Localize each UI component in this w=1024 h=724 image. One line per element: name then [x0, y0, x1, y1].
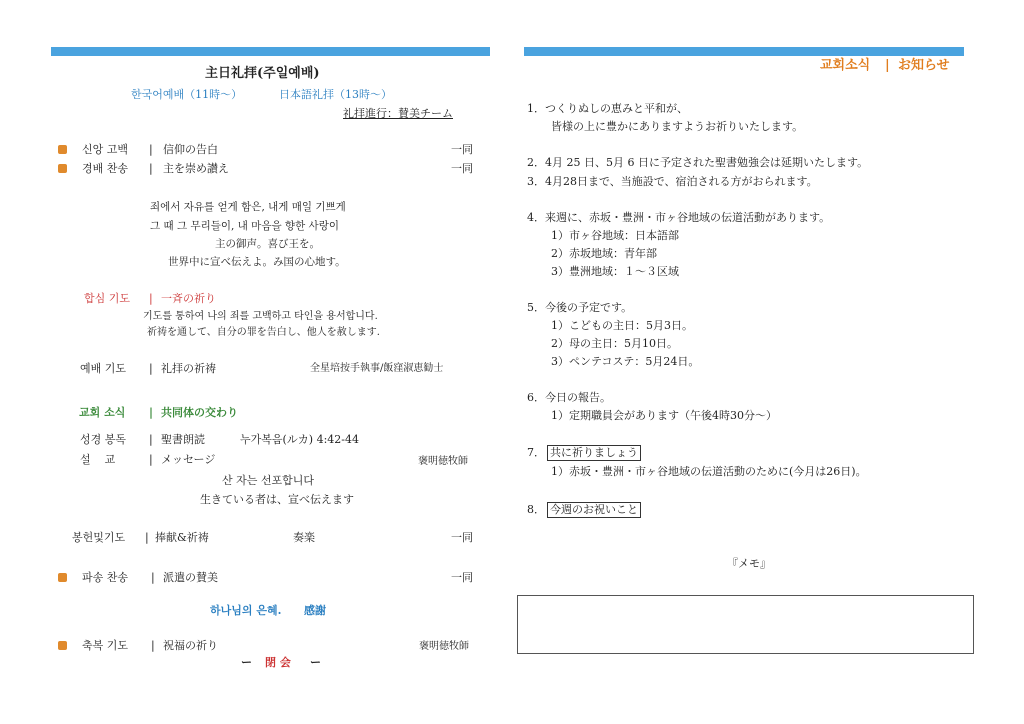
- notice-7-box: 共に祈りましょう: [547, 445, 641, 461]
- sermon-title: 生きている者は、宣べ伝えます: [200, 493, 354, 506]
- sending-separator: |: [151, 571, 155, 584]
- notice-5-item: 3）ペンテコステ：5月24日。: [551, 355, 700, 368]
- item-separator: |: [149, 162, 153, 175]
- closing: 閉 会: [265, 656, 291, 669]
- prayer-line: 기도를 통하여 나의 죄를 고백하고 타인을 용서합니다.: [143, 311, 378, 322]
- closing-dash-right: ー: [310, 656, 321, 669]
- offering-separator: |: [145, 531, 149, 544]
- header-ja: お知らせ: [898, 58, 950, 73]
- verse-line: 世界中に宣べ伝えよ。み国の心地す。: [168, 256, 346, 268]
- memo-box: [517, 595, 974, 654]
- prayer-label: 합심 기도: [84, 292, 131, 305]
- notice-2: 2．4月 25 日、5月 6 日に予定された聖書勉強会は延期いたします。: [527, 156, 869, 169]
- grace-ko: 하나님의 은혜.: [210, 604, 282, 617]
- notice-5-item: 2）母の主日：5月10日。: [551, 337, 678, 350]
- notice-5-item: 1）こどもの主日：5月3日。: [551, 319, 693, 332]
- blessing-desc: 祝福の祈り: [163, 639, 218, 652]
- worship-prayer-label: 예배 기도: [80, 362, 127, 375]
- sending-label: 파송 찬송: [82, 571, 129, 584]
- worship-prayer-right: 全星培按手執事/飯窪淑恵勧士: [310, 363, 444, 374]
- notice-4-item: 1）市ヶ谷地域：日本語部: [551, 229, 679, 242]
- page-title: 主日礼拝(주일예배): [205, 66, 320, 81]
- sermon-label: 설 교: [80, 453, 116, 466]
- bullet-icon: [58, 573, 67, 582]
- news-separator: |: [149, 406, 154, 419]
- notice-1: 1．つくりぬしの恵みと平和が、: [527, 102, 688, 115]
- sending-right: 一同: [451, 571, 473, 584]
- item-separator: |: [149, 143, 153, 156]
- notice-4-item: 2）赤坂地域：青年部: [551, 247, 657, 260]
- header-ko: 교회소식: [820, 58, 871, 73]
- verse-line: 죄에서 자유를 얻게 함은, 내게 매일 기쁘게: [150, 201, 346, 213]
- item-right: 一同: [451, 162, 473, 175]
- reading-label: 성경 봉독: [80, 433, 127, 446]
- news-label: 교회 소식: [79, 406, 126, 419]
- item-label: 신앙 고백: [82, 143, 129, 156]
- notice-5: 5．今後の予定です。: [527, 301, 633, 314]
- notice-1b: 皆様の上に豊かにありますようお祈りいたします。: [551, 120, 804, 133]
- offering-label: 봉헌및기도: [72, 531, 126, 544]
- prayer-line: 祈祷を通して、自分の罪を告白し、他人を赦します.: [147, 327, 380, 338]
- worship-prayer-desc: 礼拝の祈祷: [161, 362, 216, 375]
- notice-4: 4．来週に、赤坂・豊洲・市ヶ谷地域の伝道活動があります。: [527, 211, 831, 224]
- bullet-icon: [58, 145, 67, 154]
- grace-ja: 感謝: [304, 604, 326, 617]
- blessing-right: 褒明徳牧師: [419, 641, 469, 652]
- item-desc: 信仰の告白: [163, 143, 218, 156]
- sending-desc: 派遣の賛美: [163, 571, 218, 584]
- sermon-title: 산 자는 선포합니다: [222, 474, 315, 487]
- blessing-separator: |: [151, 639, 155, 652]
- sermon-separator: |: [149, 453, 153, 466]
- verse-line: 主の御声。喜び王を。: [215, 238, 320, 250]
- offering-right: 一同: [451, 531, 473, 544]
- item-label: 경배 찬송: [82, 162, 129, 175]
- prayer-separator: |: [149, 292, 153, 305]
- worship-prayer-separator: |: [149, 362, 153, 375]
- item-desc: 主を崇め讃え: [163, 162, 229, 175]
- blessing-label: 축복 기도: [82, 639, 129, 652]
- notice-8-number: 8．: [527, 503, 545, 516]
- notice-3: 3．4月28日まで、当施設で、宿泊される方がおられます。: [527, 175, 818, 188]
- reading-desc: 聖書朗読: [161, 433, 205, 446]
- notice-7-item: 1）赤坂・豊洲・市ヶ谷地域の伝道活動のために(今月は26日)。: [551, 465, 867, 478]
- right-top-bar: [524, 47, 964, 56]
- notice-6-item: 1）定期職員会があります（午後4時30分〜）: [551, 409, 777, 422]
- memo-label: 『メモ』: [727, 557, 771, 570]
- notice-6: 6．今日の報告。: [527, 391, 611, 404]
- notice-4-item: 3）豊洲地域：１〜３区域: [551, 265, 679, 278]
- news-desc: 共同体の交わり: [161, 406, 238, 419]
- offering-desc: 捧献&祈祷: [155, 531, 209, 544]
- offering-mid: 奏楽: [293, 531, 315, 544]
- verse-line: 그 때 그 무리들이, 내 마음을 향한 사랑이: [150, 220, 339, 232]
- header-separator: |: [885, 58, 890, 73]
- bullet-icon: [58, 164, 67, 173]
- prayer-desc: 一斉の祈り: [161, 292, 216, 305]
- item-right: 一同: [451, 143, 473, 156]
- reading-ref: 누가복음(ルカ) 4:42-44: [240, 433, 359, 446]
- notice-8-box: 今週のお祝いこと: [547, 502, 641, 518]
- notice-7-number: 7．: [527, 446, 545, 459]
- service-leader: 礼拝進行：賛美チーム: [343, 107, 453, 120]
- subtitle-japanese: 日本語礼拝（13時〜）: [279, 88, 392, 101]
- sermon-desc: メッセージ: [161, 453, 216, 466]
- left-top-bar: [51, 47, 490, 56]
- subtitle-korean: 한국어예배（11時〜）: [131, 88, 243, 101]
- sermon-right: 褒明徳牧師: [418, 456, 468, 467]
- bullet-icon: [58, 641, 67, 650]
- reading-separator: |: [149, 433, 153, 446]
- closing-dash-left: ー: [241, 656, 252, 669]
